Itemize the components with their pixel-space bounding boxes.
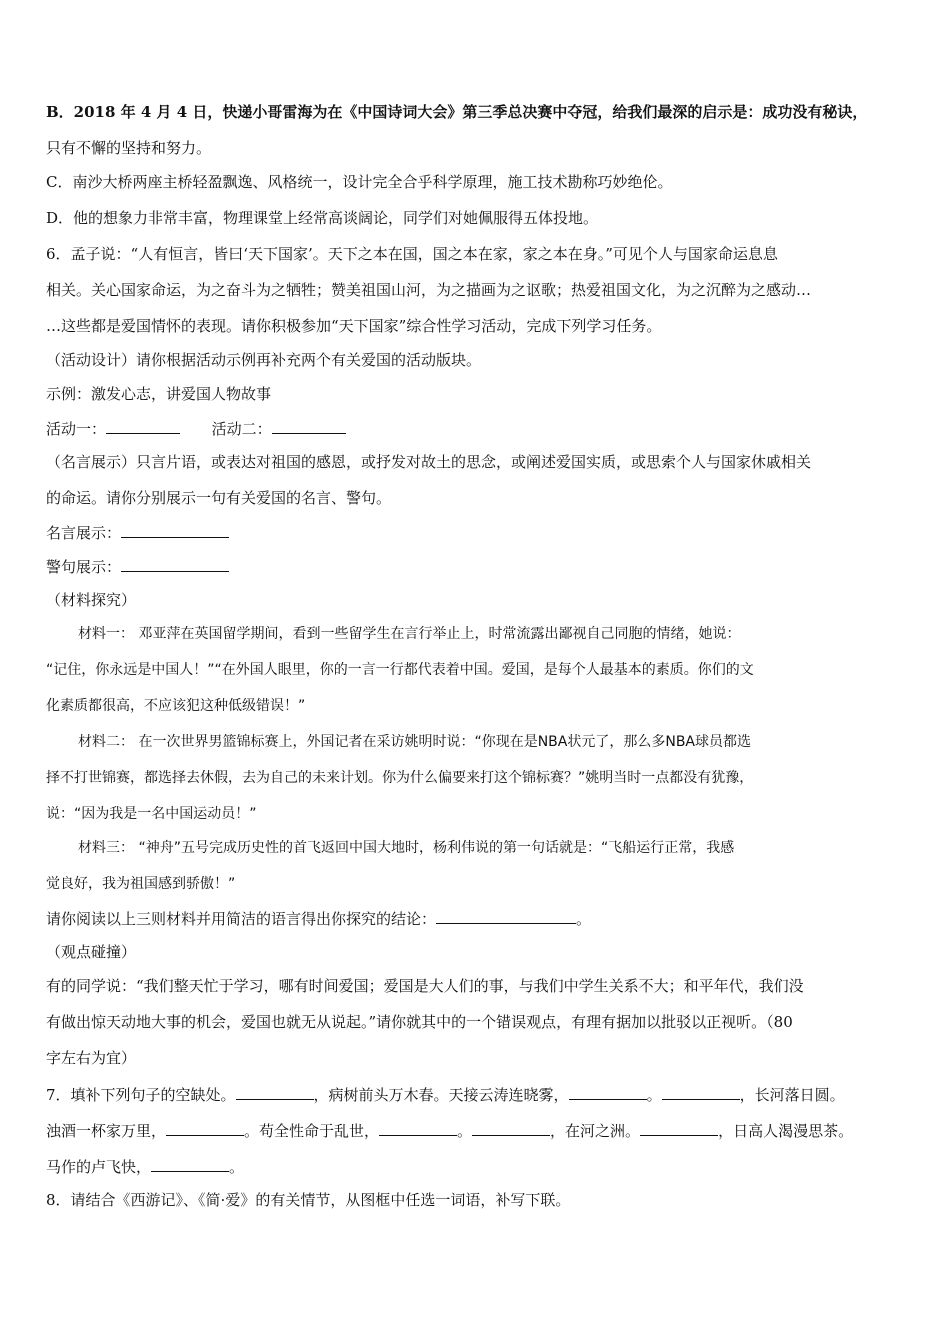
q6-activity-row: [46, 418, 346, 439]
material1-line1: 材料一： 邓亚萍在英国留学期间，看到一些留学生在言行举止上，时常流露出鄙视自己同胞的情绪，她说：: [78, 626, 741, 642]
q7-blank-4[interactable]: [166, 1120, 244, 1136]
material1-line3: 化素质都很高，不应该犯这种低级错误！”: [46, 698, 306, 714]
q7-blank-3[interactable]: [662, 1084, 740, 1100]
activity2-blank[interactable]: [272, 418, 346, 434]
conclusion-label: 请你阅读以上三则材料并用简洁的语言得出你探究的结论：: [46, 910, 437, 928]
q7-blank-5[interactable]: [379, 1120, 457, 1136]
material3-line2: 觉良好，我为祖国感到骄傲！”: [46, 876, 236, 892]
q7-l1-a: 7．填补下列句子的空缺处。: [46, 1086, 236, 1104]
material2-line3: 说：“因为我是一名中国运动员！”: [46, 806, 257, 822]
q7-line2: [46, 1120, 853, 1141]
material3-line1: 材料三： “神舟”五号完成历史性的首飞返回中国大地时，杨利伟说的第一句话就是：“飞船运行正常，我感: [78, 840, 735, 856]
famous-label: 名言展示：: [46, 524, 122, 542]
q7-l3-b: 。: [229, 1158, 245, 1176]
q6-view-line3: 字左右为宜）: [46, 1049, 137, 1067]
q7-blank-7[interactable]: [640, 1120, 718, 1136]
q6-conclusion-row: [46, 908, 591, 929]
conclusion-blank[interactable]: [436, 908, 576, 924]
q7-l2-d: ，在河之洲。: [550, 1122, 641, 1140]
material2-line2: 择不打世锦赛，都选择去休假，去为自己的未来计划。你为什么偏要来打这个锦标赛？”姚明当时一点都没有犹豫，: [46, 770, 754, 786]
q7-l2-a: 浊酒一杯家万里，: [46, 1122, 167, 1140]
maxim-label: 警句展示：: [46, 558, 122, 576]
q7-l2-b: 。苟全性命于乱世，: [244, 1122, 380, 1140]
q6-intro-line2: 相关。关心国家命运，为之奋斗为之牺牲；赞美祖国山河，为之描画为之讴歌；热爱祖国文化，为之沉醉为之感动…: [46, 281, 812, 299]
q6-view-title: （观点碰撞）: [46, 943, 137, 961]
q6-intro-line1: 6．孟子说：“人有恒言，皆曰‘天下国家’。天下之本在国，国之本在家，家之本在身。”可见个人与国家命运息息: [46, 245, 778, 263]
famous-blank[interactable]: [121, 522, 229, 538]
q7-l2-e: ，日高人渴漫思茶。: [718, 1122, 854, 1140]
q7-blank-8[interactable]: [151, 1156, 229, 1172]
material2-line1: 材料二： 在一次世界男篮锦标赛上，外国记者在采访姚明时说：“你现在是NBA状元了，那么多NBA球员都选: [78, 734, 752, 750]
q6-material-title: （材料探究）: [46, 591, 137, 609]
q7-l1-b: ，病树前头万木春。天接云涛连晓雾，: [313, 1086, 569, 1104]
q8-text: 8．请结合《西游记》、《简·爱》的有关情节，从图框中任选一词语，补写下联。: [46, 1191, 571, 1209]
q5-option-b-line1: B．2018 年 4 月 4 日，快递小哥雷海为在《中国诗词大会》第三季总决赛中夺冠，给我们最深的启示是：成功没有秘诀，: [46, 103, 868, 121]
q6-quote-line2: 的命运。请你分别展示一句有关爱国的名言、警句。: [46, 489, 392, 507]
q7-blank-2[interactable]: [569, 1084, 647, 1100]
activity1-label: 活动一：: [46, 420, 107, 438]
q5-option-c: C．南沙大桥两座主桥轻盈飘逸、风格统一，设计完全合乎科学原理，施工技术勘称巧妙绝伦。: [46, 173, 673, 191]
activity1-blank[interactable]: [106, 418, 180, 434]
q6-example: 示例：激发心志，讲爱国人物故事: [46, 385, 272, 403]
q7-l1-d: ，长河落日圆。: [739, 1086, 845, 1104]
q7-line3: [46, 1156, 244, 1177]
conclusion-end: 。: [576, 910, 592, 928]
q7-blank-1[interactable]: [236, 1084, 314, 1100]
q7-l3-a: 马作的卢飞快，: [46, 1158, 152, 1176]
q6-quote-line1: （名言展示）只言片语，或表达对祖国的感恩，或抒发对故土的思念，或阐述爱国实质，或思索个人与国家休戚相关: [46, 453, 812, 471]
activity2-label: 活动二：: [211, 420, 272, 438]
q7-blank-6[interactable]: [472, 1120, 550, 1136]
q6-famous-row: [46, 522, 229, 543]
q6-design-title: （活动设计）请你根据活动示例再补充两个有关爱国的活动版块。: [46, 351, 482, 369]
q5-option-d: D．他的想象力非常丰富，物理课堂上经常高谈阔论，同学们对她佩服得五体投地。: [46, 209, 599, 227]
q6-intro-line3: …这些都是爱国情怀的表现。请你积极参加“天下国家”综合性学习活动，完成下列学习任务。: [46, 317, 662, 335]
q5-option-b-line2: 只有不懈的坚持和努力。: [46, 139, 212, 157]
q7-l1-c: 。: [646, 1086, 662, 1104]
q6-maxim-row: [46, 556, 229, 577]
maxim-blank[interactable]: [121, 556, 229, 572]
q7-line1: [46, 1084, 845, 1105]
material1-line2: “记住，你永远是中国人！”“在外国人眼里，你的一言一行都代表着中国。爱国，是每个人最基本的素质。你们的文: [46, 662, 754, 678]
q6-view-line2: 有做出惊天动地大事的机会，爱国也就无从说起。”请你就其中的一个错误观点，有理有据加以批驳以正视听。（80: [46, 1013, 793, 1031]
q7-l2-c: 。: [457, 1122, 473, 1140]
q6-view-line1: 有的同学说：“我们整天忙于学习，哪有时间爱国；爱国是大人们的事，与我们中学生关系不大；和平年代，我们没: [46, 977, 804, 995]
